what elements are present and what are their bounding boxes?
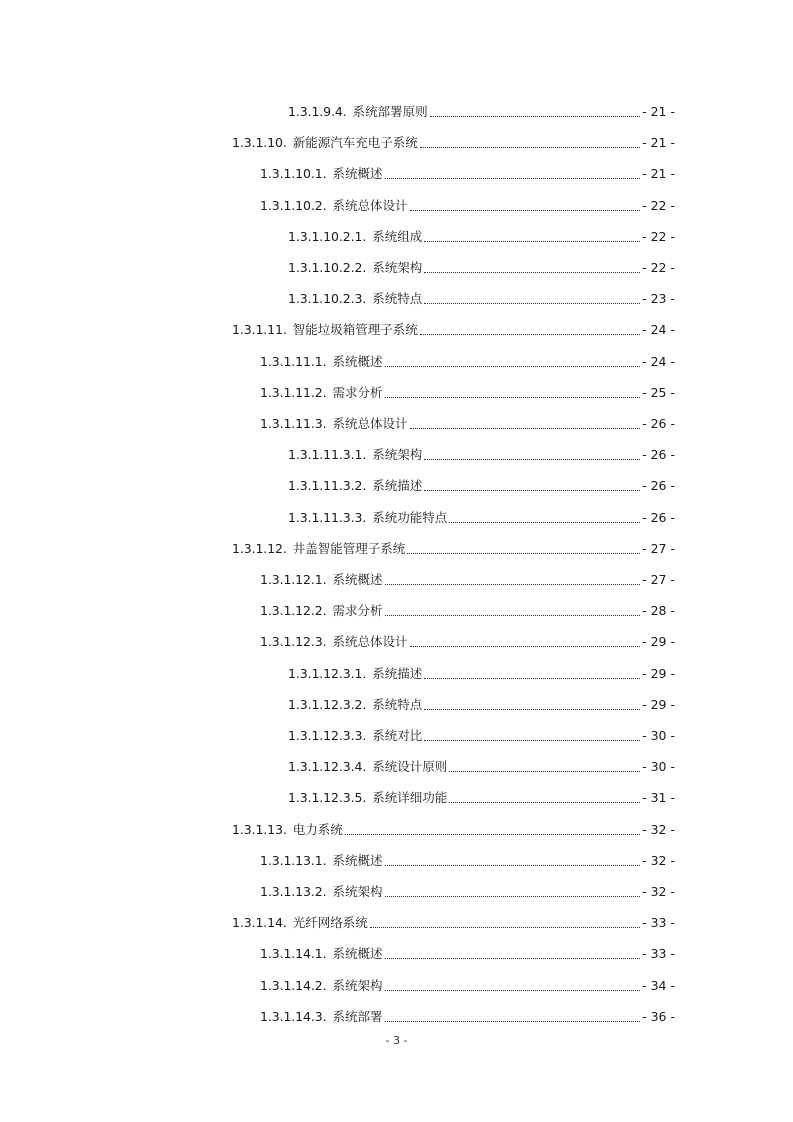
toc-entry-page: - 27 -	[642, 572, 675, 587]
toc-entry-page: - 29 -	[642, 696, 675, 712]
toc-entry-title: 井盖智能管理子系统	[292, 540, 406, 556]
toc-entry[interactable]	[288, 788, 675, 808]
toc-entry-page: - 32 -	[642, 852, 675, 868]
toc-dot-leader	[385, 976, 641, 996]
toc-entry-number: 1.3.1.12.3.2.	[288, 696, 367, 712]
toc-entry[interactable]	[232, 133, 675, 153]
toc-dot-leader	[385, 570, 641, 590]
toc-entry-title: 系统描述	[372, 478, 423, 494]
toc-entry[interactable]	[288, 726, 675, 746]
toc-entry-title: 系统部署原则	[352, 104, 428, 119]
toc-entry-title: 系统特点	[372, 291, 423, 307]
toc-entry-title: 系统架构	[372, 447, 423, 463]
toc-entry[interactable]	[288, 445, 675, 465]
toc-entry-page: - 26 -	[642, 416, 675, 431]
toc-entry-page: - 21 -	[642, 104, 675, 119]
toc-dot-leader	[385, 851, 641, 871]
toc-dot-leader	[385, 1007, 641, 1027]
toc-entry-number: 1.3.1.11.3.	[260, 416, 327, 431]
toc-entry-number: 1.3.1.10.2.3.	[288, 291, 367, 307]
toc-entry-title: 系统概述	[332, 572, 383, 587]
toc-entry-number: 1.3.1.12.3.5.	[288, 790, 367, 806]
toc-entry-title: 系统总体设计	[332, 416, 408, 431]
toc-entry-number: 1.3.1.14.3.	[260, 1008, 327, 1024]
toc-entry-number: 1.3.1.14.	[232, 915, 287, 931]
toc-entry-title: 系统概述	[332, 353, 383, 369]
toc-entry-number: 1.3.1.9.4.	[288, 104, 347, 119]
toc-entry-title: 系统架构	[332, 884, 383, 899]
toc-entry-number: 1.3.1.13.1.	[260, 852, 327, 868]
toc-entry[interactable]	[288, 757, 675, 777]
toc-entry-page: - 29 -	[642, 634, 675, 650]
toc-entry[interactable]	[260, 851, 675, 871]
toc-entry-title: 系统设计原则	[372, 759, 448, 775]
toc-entry-page: - 31 -	[642, 790, 675, 806]
toc-entry[interactable]	[260, 882, 675, 902]
toc-entry-title: 光纤网络系统	[292, 915, 368, 931]
toc-entry-number: 1.3.1.10.2.2.	[288, 260, 367, 275]
toc-dot-leader	[385, 164, 641, 184]
toc-entry-title: 系统部署	[332, 1008, 383, 1024]
toc-entry-page: - 32 -	[642, 821, 675, 837]
toc-entry[interactable]	[232, 320, 675, 340]
toc-entry-number: 1.3.1.11.1.	[260, 353, 327, 369]
toc-entry-title: 需求分析	[332, 603, 383, 619]
toc-entry-number: 1.3.1.12.3.3.	[288, 728, 367, 743]
toc-entry-title: 系统特点	[372, 696, 423, 712]
toc-entry[interactable]	[260, 352, 675, 372]
toc-entry-number: 1.3.1.10.2.1.	[288, 228, 367, 244]
toc-dot-leader	[424, 227, 640, 247]
toc-entry-number: 1.3.1.12.3.1.	[288, 665, 367, 681]
toc-entry-number: 1.3.1.14.1.	[260, 946, 327, 962]
toc-dot-leader	[385, 383, 641, 403]
toc-dot-leader	[385, 352, 641, 372]
toc-entry-number: 1.3.1.10.	[232, 135, 287, 151]
toc-entry-page: - 22 -	[642, 260, 675, 275]
toc-entry-title: 系统描述	[372, 665, 423, 681]
toc-entry[interactable]	[288, 476, 675, 496]
toc-entry-number: 1.3.1.13.	[232, 821, 287, 837]
toc-entry-title: 系统功能特点	[372, 509, 448, 525]
toc-dot-leader	[449, 788, 640, 808]
toc-entry-title: 新能源汽车充电子系统	[292, 135, 418, 151]
toc-dot-leader	[424, 664, 640, 684]
toc-dot-leader	[407, 539, 640, 559]
toc-entry[interactable]	[260, 1007, 675, 1027]
toc-entry[interactable]	[260, 632, 675, 652]
toc-dot-leader	[385, 882, 641, 902]
toc-dot-leader	[449, 757, 640, 777]
toc-entry-page: - 36 -	[642, 1008, 675, 1024]
toc-dot-leader	[410, 196, 641, 216]
toc-entry-page: - 33 -	[642, 946, 675, 962]
toc-entry-page: - 30 -	[642, 728, 675, 743]
toc-entry-number: 1.3.1.11.3.2.	[288, 478, 367, 494]
toc-entry-page: - 23 -	[642, 291, 675, 307]
toc-entry-page: - 28 -	[642, 603, 675, 619]
toc-entry-title: 系统对比	[372, 728, 423, 743]
toc-entry-page: - 30 -	[642, 759, 675, 775]
toc-entry-title: 系统概述	[332, 166, 383, 182]
toc-dot-leader	[449, 508, 640, 528]
toc-entry[interactable]	[288, 102, 675, 122]
toc-entry-page: - 22 -	[642, 228, 675, 244]
toc-entry-page: - 33 -	[642, 915, 675, 931]
toc-entry[interactable]	[288, 508, 675, 528]
toc-dot-leader	[385, 601, 641, 621]
toc-entry-title: 需求分析	[332, 384, 383, 400]
toc-dot-leader	[385, 944, 641, 964]
toc-dot-leader	[424, 289, 640, 309]
toc-entry[interactable]	[288, 289, 675, 309]
toc-entry-page: - 34 -	[642, 977, 675, 993]
toc-entry-title: 电力系统	[292, 821, 343, 837]
toc-entry-number: 1.3.1.12.2.	[260, 603, 327, 619]
toc-dot-leader	[410, 632, 641, 652]
toc-entry-title: 系统概述	[332, 852, 383, 868]
toc-entry-page: - 32 -	[642, 884, 675, 899]
toc-entry[interactable]	[232, 539, 675, 559]
toc-entry[interactable]	[288, 258, 675, 278]
toc-dot-leader	[410, 414, 641, 434]
toc-entry-page: - 26 -	[642, 478, 675, 494]
toc-entry-page: - 26 -	[642, 447, 675, 463]
toc-entry-page: - 24 -	[642, 322, 675, 338]
toc-entry[interactable]	[260, 164, 675, 184]
toc-dot-leader	[424, 445, 640, 465]
toc-entry[interactable]	[232, 913, 675, 933]
toc-dot-leader	[420, 133, 640, 153]
toc-entry-page: - 21 -	[642, 135, 675, 151]
toc-entry-title: 系统架构	[372, 260, 423, 275]
toc-entry-title: 系统总体设计	[332, 634, 408, 650]
toc-dot-leader	[424, 695, 640, 715]
toc-entry[interactable]	[260, 196, 675, 216]
toc-entry-number: 1.3.1.10.1.	[260, 166, 327, 182]
toc-entry-number: 1.3.1.11.2.	[260, 384, 327, 400]
toc-dot-leader	[424, 726, 640, 746]
toc-entry-number: 1.3.1.14.2.	[260, 977, 327, 993]
toc-entry-number: 1.3.1.12.3.	[260, 634, 327, 650]
toc-entry[interactable]	[260, 944, 675, 964]
toc-dot-leader	[420, 320, 640, 340]
toc-entry-page: - 26 -	[642, 509, 675, 525]
toc-entry-page: - 24 -	[642, 353, 675, 369]
toc-entry-title: 系统详细功能	[372, 790, 448, 806]
toc-entry-number: 1.3.1.12.1.	[260, 572, 327, 587]
toc-entry-title: 智能垃圾箱管理子系统	[292, 322, 418, 338]
toc-dot-leader	[430, 102, 640, 122]
toc-entry[interactable]	[260, 601, 675, 621]
toc-entry[interactable]	[288, 227, 675, 247]
toc-entry[interactable]	[260, 976, 675, 996]
toc-entry-title: 系统架构	[332, 977, 383, 993]
toc-entry-number: 1.3.1.11.3.3.	[288, 509, 367, 525]
toc-entry[interactable]	[288, 695, 675, 715]
toc-entry-title: 系统总体设计	[332, 197, 408, 213]
toc-entry-page: - 21 -	[642, 166, 675, 182]
toc-entry[interactable]	[260, 414, 675, 434]
toc-entry-page: - 29 -	[642, 665, 675, 681]
toc-entry-title: 系统概述	[332, 946, 383, 962]
toc-entry-page: - 25 -	[642, 384, 675, 400]
toc-entry-number: 1.3.1.11.	[232, 322, 287, 338]
toc-entry-number: 1.3.1.12.	[232, 540, 287, 556]
toc-dot-leader	[424, 476, 640, 496]
toc-entry[interactable]	[260, 570, 675, 590]
toc-entry-number: 1.3.1.13.2.	[260, 884, 327, 899]
toc-entry-number: 1.3.1.10.2.	[260, 197, 327, 213]
toc-entry-page: - 22 -	[642, 197, 675, 213]
toc-entry[interactable]	[232, 820, 675, 840]
toc-entry-title: 系统组成	[372, 228, 423, 244]
toc-dot-leader	[370, 913, 640, 933]
toc-entry-number: 1.3.1.11.3.1.	[288, 447, 367, 463]
toc-dot-leader	[345, 820, 640, 840]
toc-entry-number: 1.3.1.12.3.4.	[288, 759, 367, 775]
toc-dot-leader	[424, 258, 640, 278]
toc-entry[interactable]	[260, 383, 675, 403]
toc-entry[interactable]	[288, 664, 675, 684]
page-number: - 3 -	[385, 1034, 408, 1047]
toc-entry-page: - 27 -	[642, 540, 675, 556]
